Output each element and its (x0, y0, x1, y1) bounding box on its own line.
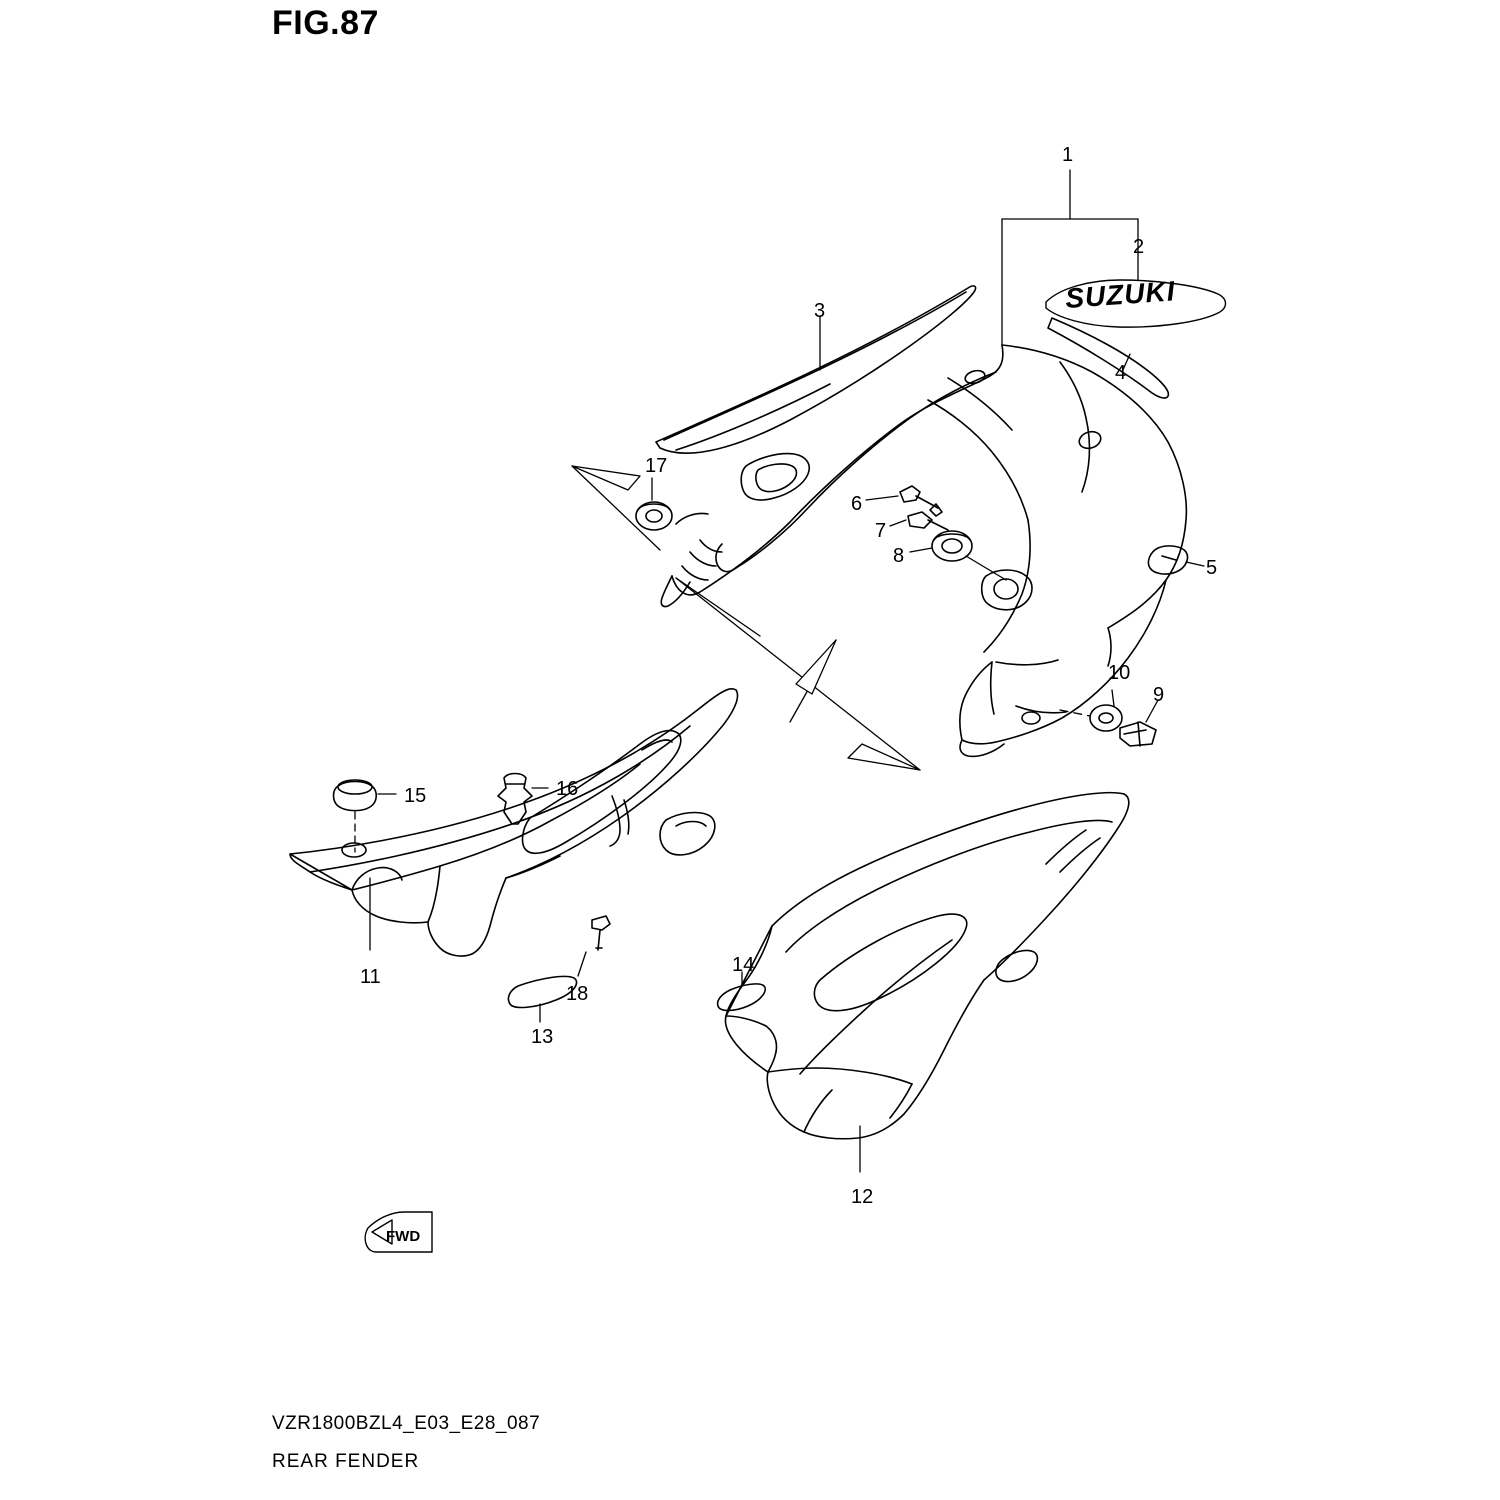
callout-9: 9 (1153, 684, 1165, 706)
callout-6: 6 (851, 493, 863, 515)
callout-2: 2 (1133, 236, 1145, 258)
part-5-clip (1148, 546, 1187, 574)
part-10-grommet (1090, 705, 1122, 731)
page-title: FIG.87 (272, 4, 379, 42)
leader-8 (910, 548, 1006, 580)
callout-16: 16 (556, 778, 579, 800)
callout-14: 14 (732, 954, 755, 976)
part-18-screw (592, 916, 610, 950)
leader-5 (1186, 562, 1204, 566)
leader-6 (866, 496, 898, 500)
part-16-push-rivet (498, 774, 532, 825)
callout-7: 7 (875, 520, 887, 542)
leader-18 (578, 952, 586, 976)
part-12-side-cover-right (725, 793, 1128, 1139)
part-4-trim (1048, 318, 1168, 398)
suzuki-emblem-text: SUZUKI (1064, 275, 1177, 314)
callout-15: 15 (404, 785, 427, 807)
callout-18: 18 (566, 983, 589, 1005)
explode-arrow-lower (676, 578, 920, 770)
callout-5: 5 (1206, 557, 1218, 579)
part-15-cushion (334, 780, 377, 811)
part-7-washer (908, 512, 948, 530)
explode-arrow-upper (572, 466, 660, 550)
callout-4: 4 (1115, 362, 1127, 384)
leader-15 (355, 794, 396, 852)
part-11-side-cover-left (290, 689, 738, 956)
callout-17: 17 (645, 455, 668, 477)
part-17-grommet (636, 502, 672, 530)
leader-1 (1002, 170, 1138, 345)
part-9-screw (1120, 722, 1156, 746)
diagram-name: REAR FENDER (272, 1451, 420, 1472)
fwd-marker-text: FWD (386, 1228, 421, 1245)
callout-8: 8 (893, 545, 905, 567)
callout-11: 11 (360, 966, 381, 988)
callout-3: 3 (814, 300, 826, 322)
callout-10: 10 (1108, 662, 1131, 684)
callout-1: 1 (1062, 144, 1074, 166)
callout-12: 12 (851, 1186, 874, 1208)
callout-13: 13 (531, 1026, 554, 1048)
diagram-code: VZR1800BZL4_E03_E28_087 (272, 1413, 541, 1434)
leader-10 (1060, 710, 1090, 716)
leader-7 (890, 520, 906, 526)
leader-10b (1112, 690, 1114, 706)
